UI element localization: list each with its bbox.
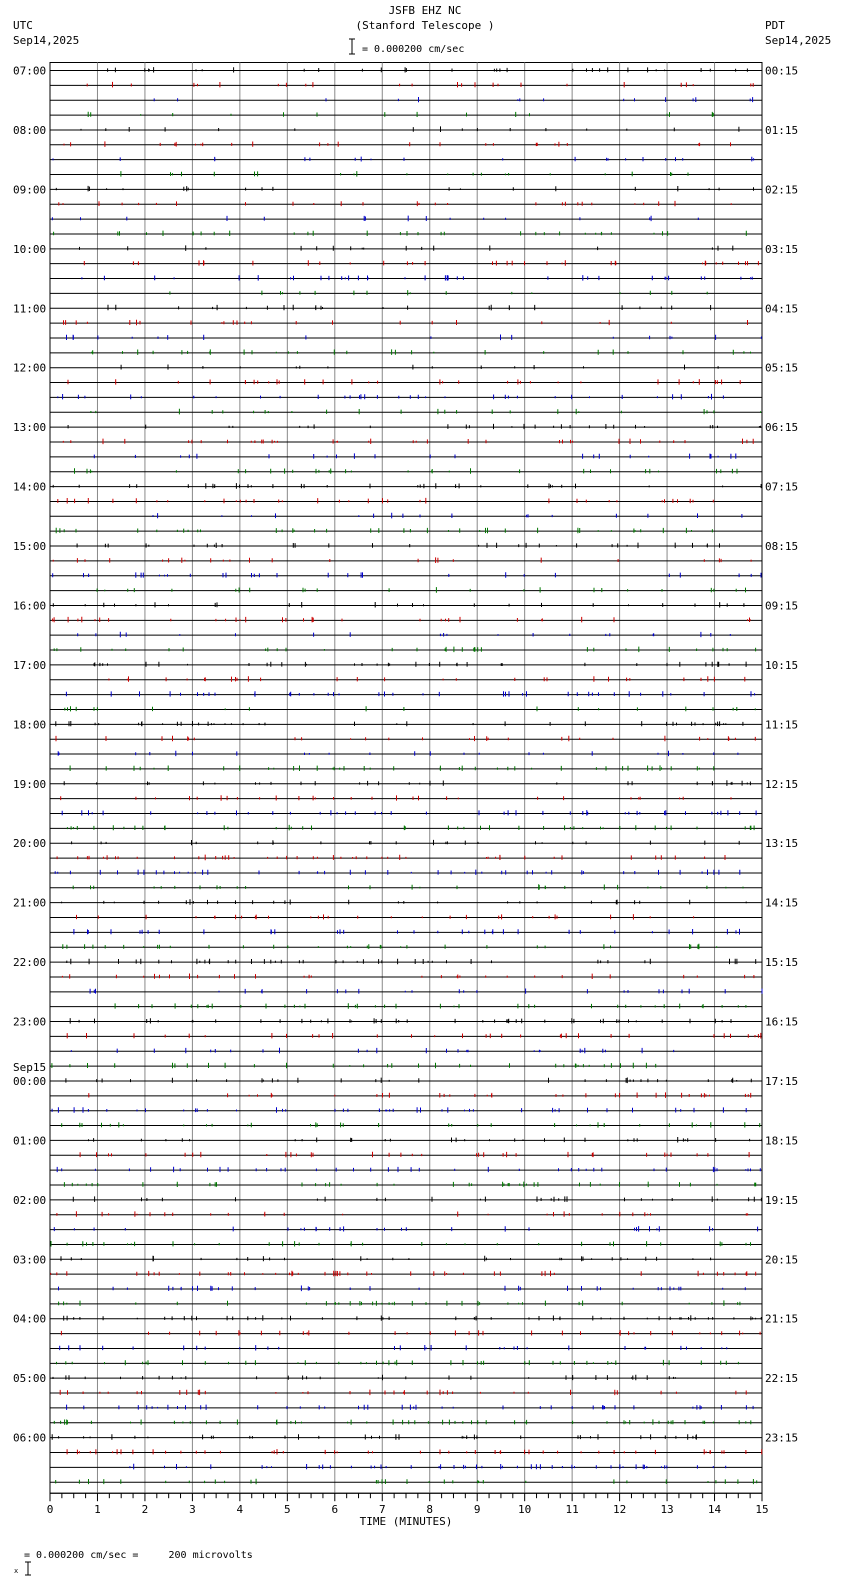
utc-hour-label: 11:00 — [13, 302, 47, 316]
trace-noise — [54, 647, 755, 653]
trace-noise — [56, 186, 753, 192]
utc-hour-label: 05:00 — [13, 1372, 47, 1386]
trace-noise — [51, 1271, 756, 1277]
trace-noise — [108, 305, 711, 311]
utc-hour-label: 20:00 — [13, 837, 47, 851]
trace-noise — [57, 1211, 748, 1217]
right-date: Sep14,2025 — [765, 34, 832, 47]
x-tick-label: 4 — [236, 1503, 244, 1517]
trace-noise — [67, 825, 754, 831]
trace-noise — [94, 453, 736, 459]
utc-hour-label: 17:00 — [13, 658, 47, 672]
utc-hour-labels — [13, 65, 46, 1445]
utc-hour-label: 21:00 — [13, 896, 47, 910]
pdt-hour-label: 07:15 — [765, 480, 799, 494]
trace-noise — [92, 349, 751, 355]
x-tick-label: 11 — [565, 1503, 579, 1517]
pdt-hour-label: 03:15 — [765, 242, 799, 256]
trace-noise — [108, 67, 748, 72]
utc-hour-label: 14:00 — [13, 480, 47, 494]
trace-noise — [58, 498, 714, 504]
trace-noise — [61, 1330, 760, 1336]
utc-hour-label: 12:00 — [13, 361, 47, 375]
pdt-hour-label: 04:15 — [765, 302, 799, 316]
x-tick-label: 2 — [141, 1503, 149, 1517]
trace-noise — [53, 1375, 730, 1381]
pdt-hour-label: 19:15 — [765, 1193, 799, 1207]
trace-noise — [51, 1241, 751, 1247]
trace-noise — [154, 97, 752, 102]
left-timezone: UTC — [13, 19, 33, 32]
trace-noise — [87, 82, 753, 88]
pdt-hour-label: 16:15 — [765, 1015, 799, 1029]
pdt-hour-label: 14:15 — [765, 896, 799, 910]
pdt-hour-label: 21:15 — [765, 1312, 799, 1326]
utc-hour-label: 10:00 — [13, 242, 47, 256]
trace-noise — [52, 1434, 696, 1440]
trace-noise — [63, 439, 753, 445]
pdt-hour-label: 20:15 — [765, 1253, 799, 1267]
trace-noise — [60, 1390, 746, 1396]
trace-noise — [90, 989, 762, 994]
trace-noise — [52, 216, 698, 222]
pdt-hour-label: 22:15 — [765, 1372, 799, 1386]
x-tick-label: 12 — [612, 1503, 627, 1517]
pdt-hour-labels — [765, 65, 798, 1445]
trace-noise — [70, 1018, 731, 1024]
trace-noise — [130, 1464, 726, 1470]
pdt-hour-label: 10:15 — [765, 658, 799, 672]
x-axis-label: TIME (MINUTES) — [359, 1515, 453, 1529]
x-tick-label: 13 — [660, 1503, 674, 1517]
utc-hour-label: 18:00 — [13, 718, 47, 732]
trace-noise — [63, 944, 717, 950]
trace-noise — [64, 1315, 762, 1321]
utc-hour-label: 00:00 — [13, 1074, 47, 1088]
trace-noise — [60, 1345, 727, 1351]
trace-noise — [121, 171, 688, 177]
trace-noise — [58, 394, 724, 400]
trace-noise — [67, 1033, 761, 1039]
pdt-hour-label: 00:15 — [765, 64, 799, 78]
trace-noise — [62, 810, 756, 816]
trace-noise — [81, 126, 739, 132]
utc-hour-label: 22:00 — [13, 956, 47, 970]
trace-noise — [67, 959, 756, 965]
trace-noise — [65, 706, 756, 711]
x-tick-label: 15 — [755, 1503, 769, 1517]
x-tick-label: 6 — [331, 1503, 339, 1517]
trace-noise — [67, 1449, 762, 1454]
trace-noise — [58, 751, 738, 756]
utc-hour-label: 08:00 — [13, 123, 47, 137]
x-tick-label: 7 — [378, 1503, 386, 1517]
trace-noise — [70, 765, 714, 771]
trace-noise — [84, 260, 758, 266]
x-tick-label: 5 — [284, 1503, 291, 1517]
x-tick-label: 9 — [473, 1503, 481, 1517]
trace-noise — [75, 468, 738, 474]
x-tick-label: 10 — [518, 1503, 532, 1517]
pdt-hour-label: 05:15 — [765, 361, 799, 375]
trace-noise — [62, 974, 754, 980]
trace-noise — [62, 1122, 760, 1128]
trace-noise — [77, 914, 694, 920]
utc-hour-label: 19:00 — [13, 777, 47, 791]
trace-noise — [72, 840, 740, 845]
trace-noise — [53, 157, 754, 162]
x-tick-label: 14 — [707, 1503, 722, 1517]
pdt-hour-label: 12:15 — [765, 777, 799, 791]
pdt-hour-label: 06:15 — [765, 421, 799, 435]
x-tick-label: 0 — [46, 1503, 54, 1517]
utc-hour-label: 13:00 — [13, 421, 47, 435]
trace-noise — [64, 780, 750, 786]
trace-noise — [121, 365, 718, 370]
pdt-hour-label: 08:15 — [765, 540, 799, 554]
trace-noise — [109, 676, 745, 682]
minute-grid — [50, 63, 762, 1494]
trace-noise — [82, 275, 752, 281]
trace-noise — [59, 1300, 740, 1306]
trace-noise — [71, 1048, 673, 1054]
pdt-hour-label: 17:15 — [765, 1074, 799, 1088]
trace-noise — [67, 1405, 754, 1410]
trace-noise — [61, 795, 731, 800]
trace-noise — [64, 141, 731, 147]
utc-hour-label: 02:00 — [13, 1193, 47, 1207]
site-name: (Stanford Telescope ) — [355, 19, 495, 32]
trace-noise — [89, 1092, 751, 1098]
trace-noise — [56, 721, 743, 726]
pdt-hour-label: 01:15 — [765, 123, 799, 137]
utc-hour-label: 09:00 — [13, 183, 47, 197]
right-timezone: PDT — [765, 19, 785, 32]
trace-noise — [53, 602, 744, 608]
trace-noise — [68, 379, 740, 385]
trace-noise — [52, 1107, 746, 1113]
trace-noise — [89, 1137, 762, 1143]
x-tick-label: 8 — [426, 1503, 434, 1517]
trace-noise — [57, 1360, 739, 1366]
trace-noise — [78, 632, 731, 637]
trace-noise — [115, 1003, 746, 1008]
left-date: Sep14,2025 — [13, 34, 80, 47]
trace-noise — [73, 884, 743, 890]
trace-noise — [53, 557, 751, 563]
trace-noise — [55, 870, 740, 876]
footer-scale-note: = 0.000200 cm/sec = 200 microvolts — [24, 1550, 253, 1561]
trace-noise — [97, 587, 745, 593]
station-title: JSFB EHZ NC — [388, 4, 462, 17]
trace-noise — [91, 409, 761, 415]
utc-hour-label: 15:00 — [13, 540, 47, 554]
utc-hour-label: 03:00 — [13, 1253, 47, 1267]
utc-hour-label: 23:00 — [13, 1015, 47, 1029]
utc-date-label: Sep15 — [13, 1060, 47, 1074]
trace-noise — [73, 1196, 761, 1202]
trace-noise — [54, 1226, 757, 1232]
trace-noise — [57, 855, 725, 861]
trace-noise — [77, 543, 719, 549]
trace-noise — [59, 201, 731, 206]
trace-noise — [53, 483, 761, 489]
trace-noise — [52, 1063, 656, 1069]
trace-noise — [53, 617, 750, 623]
trace-noise — [170, 290, 707, 295]
scale-bar-small-icon — [14, 1561, 36, 1577]
trace-noise — [61, 1256, 711, 1262]
trace-noise — [94, 662, 746, 667]
trace-noise — [56, 1479, 757, 1485]
x-axis — [47, 1493, 769, 1516]
utc-hour-label: 04:00 — [13, 1312, 47, 1326]
trace-noise — [66, 691, 754, 697]
utc-hour-label: 16:00 — [13, 599, 47, 613]
trace-noise — [67, 335, 762, 341]
pdt-hour-label: 15:15 — [765, 956, 799, 970]
trace-noise — [53, 572, 761, 578]
trace-noise — [62, 899, 747, 905]
pdt-hour-label: 23:15 — [765, 1431, 799, 1445]
pdt-hour-label: 09:15 — [765, 599, 799, 613]
scale-label: = 0.000200 cm/sec — [362, 44, 465, 55]
trace-noise — [54, 1419, 751, 1424]
trace-noise — [153, 513, 742, 519]
trace-noise — [56, 736, 755, 742]
pdt-hour-label: 18:15 — [765, 1134, 799, 1148]
x-tick-label: 1 — [94, 1503, 101, 1517]
trace-lines — [50, 67, 762, 1484]
trace-noise — [80, 245, 733, 251]
trace-noise — [64, 320, 748, 326]
utc-hour-label: 06:00 — [13, 1431, 47, 1445]
plot-frame — [50, 63, 762, 1494]
trace-noise — [66, 1078, 751, 1084]
trace-noise — [54, 231, 747, 236]
trace-noise — [74, 929, 740, 935]
trace-noise — [64, 1182, 755, 1188]
pdt-hour-label: 11:15 — [765, 718, 799, 732]
svg-text:x: x — [14, 1567, 19, 1575]
trace-noise — [59, 1286, 746, 1292]
pdt-hour-label: 13:15 — [765, 837, 799, 851]
x-tick-label: 3 — [189, 1503, 196, 1517]
trace-noise — [68, 424, 760, 429]
pdt-hour-label: 02:15 — [765, 183, 799, 197]
trace-noise — [80, 1152, 749, 1158]
trace-noise — [56, 528, 712, 534]
utc-hour-label: 01:00 — [13, 1134, 47, 1148]
utc-hour-label: 07:00 — [13, 64, 47, 78]
trace-noise — [57, 1167, 760, 1173]
